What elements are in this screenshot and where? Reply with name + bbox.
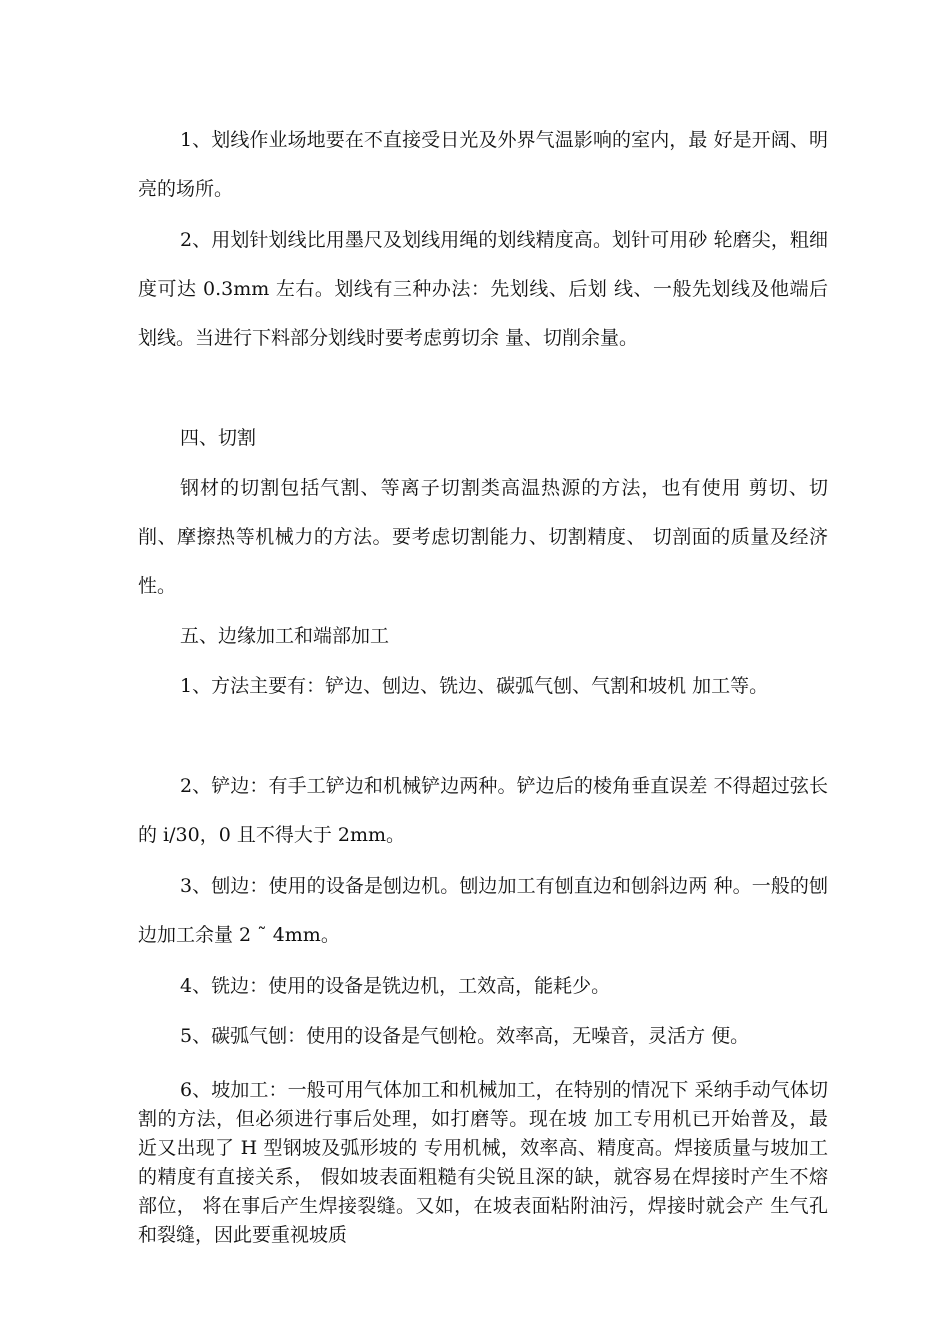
paragraph-text: 2、用划针划线比用墨尺及划线用绳的划线精度高。划针可用砂 轮磨尖，粗细度可达 0.3mm 左右。划线有三种办法：先划线、后划 线、一般先划线及他端后划线。当进行下料部分划线时要考虑剪切余 量、切削余量。 xyxy=(138,229,828,349)
paragraph-chipping xyxy=(138,762,828,860)
section-heading: 五、边缘加工和端部加工 xyxy=(180,625,390,647)
paragraph-text: 钢材的切割包括气割、等离子切割类高温热源的方法，也有使用 剪切、切削、摩擦热等机械力的方法。要考虑切割能力、切割精度、 切剖面的质量及经济性。 xyxy=(138,477,828,597)
paragraph-carbon-arc-gouging xyxy=(138,1012,828,1061)
paragraph-text: 4、铣边：使用的设备是铣边机，工效高，能耗少。 xyxy=(180,975,611,997)
paragraph-text: 6、坡加工：一般可用气体加工和机械加工，在特别的情况下 采纳手动气体切割的方法，但必须进行事后处理，如打磨等。现在坡 加工专用机已开始普及，最近又出现了 H 型钢坡及弧形坡的 专用机械，效率高、精度高。焊接质量与坡加工的精度有直接关系， 假如坡表面粗糙有尖锐且深的缺，就容易在焊接时产生不熔部位， 将在事后产生焊接裂缝。又如，在坡表面粘附油污，焊接时就会产 生气孔和裂缝，因此要重视坡质 xyxy=(138,1079,828,1246)
paragraph-methods xyxy=(138,662,828,711)
section-heading-edge-processing xyxy=(138,612,828,661)
paragraph-text: 1、方法主要有：铲边、刨边、铣边、碳弧气刨、气割和坡机 加工等。 xyxy=(180,675,769,697)
paragraph-text: 3、刨边：使用的设备是刨边机。刨边加工有刨直边和刨斜边两 种。一般的刨边加工余量 2 ˜ 4mm。 xyxy=(138,875,828,946)
paragraph-milling xyxy=(138,962,828,1011)
paragraph-scribing-site xyxy=(138,116,828,214)
section-heading: 四、切割 xyxy=(180,427,257,449)
paragraph-cutting xyxy=(138,464,828,611)
section-heading-cutting xyxy=(138,414,828,463)
paragraph-planing xyxy=(138,862,828,960)
paragraph-text: 1、划线作业场地要在不直接受日光及外界气温影响的室内，最 好是开阔、明亮的场所。 xyxy=(138,129,828,200)
paragraph-text: 2、铲边：有手工铲边和机械铲边两种。铲边后的棱角垂直误差 不得超过弦长的 i/30，0 且不得大于 2mm。 xyxy=(138,775,828,846)
paragraph-text: 5、碳弧气刨：使用的设备是气刨枪。效率高，无噪音，灵活方 便。 xyxy=(180,1025,750,1047)
paragraph-bevel-processing xyxy=(138,1076,828,1250)
paragraph-scribing-needle xyxy=(138,216,828,363)
